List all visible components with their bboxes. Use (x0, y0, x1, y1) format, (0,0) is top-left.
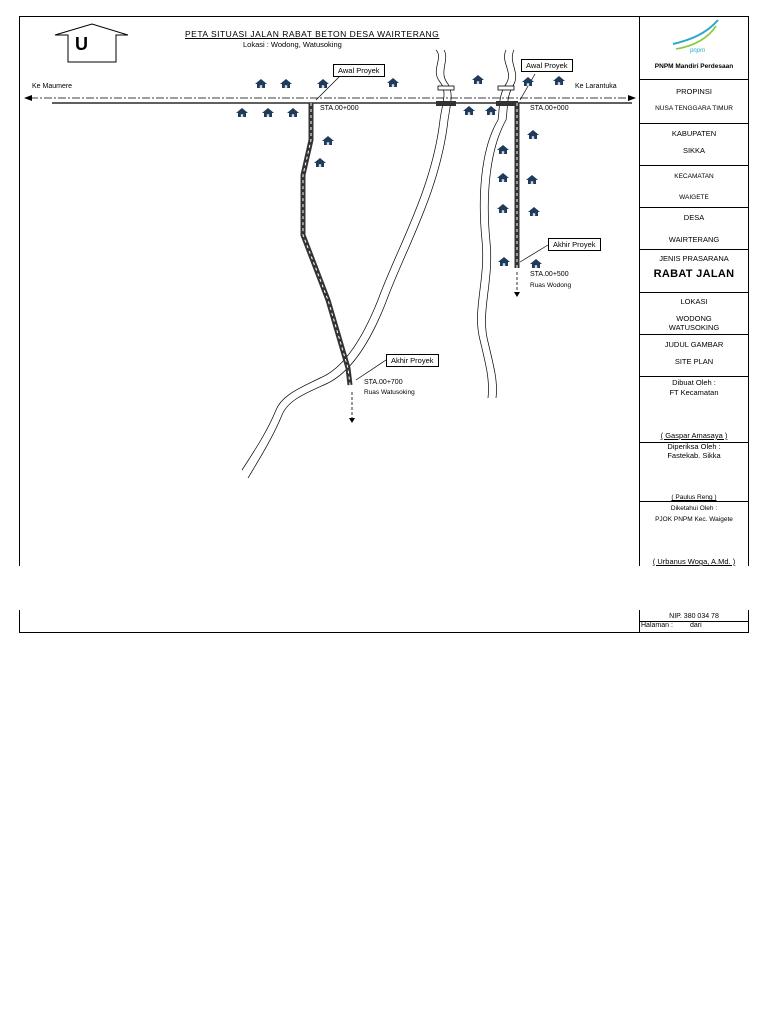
propinsi-value: NUSA TENGGARA TIMUR (655, 105, 733, 112)
jenis-value: RABAT JALAN (653, 268, 735, 280)
sta-start-2: STA.00+000 (530, 105, 569, 112)
dibuat-value: FT Kecamatan (669, 388, 719, 397)
north-label: U (75, 34, 88, 54)
start-callout-2: Awal Proyek (521, 59, 573, 72)
desa-label: DESA (683, 213, 705, 222)
dibuat-label: Dibuat Oleh : (672, 378, 716, 387)
logo-text: PNPM Mandiri Perdesaan (654, 63, 734, 70)
start-callout-1: Awal Proyek (333, 64, 385, 77)
end-callout-2: Akhir Proyek (548, 238, 601, 251)
bridge-2 (498, 86, 514, 90)
lokasi-label: LOKASI (680, 297, 708, 306)
sta-end-2: STA.00+500 (530, 271, 569, 278)
propinsi-label: PROPINSI (676, 87, 712, 96)
kabupaten-value: SIKKA (682, 146, 706, 155)
map-title: PETA SITUASI JALAN RABAT BETON DESA WAIRTERANG (185, 29, 440, 39)
kecamatan-value: WAIGETE (679, 194, 709, 201)
sta-end-2-name: Ruas Wodong (530, 282, 572, 289)
lokasi-value-1: WODONG (676, 314, 712, 323)
halaman-label: Halaman : (641, 622, 673, 629)
diketahui-name: ( Urbanus Woga, A.Md. ) (652, 557, 736, 566)
map-subtitle: Lokasi : Wodong, Watusoking (243, 40, 342, 49)
lokasi-value-2: WATUSOKING (668, 323, 720, 332)
diperiksa-label: Diperiksa Oleh : (667, 442, 721, 451)
left-destination: Ke Maumere (32, 83, 73, 90)
jenis-label: JENIS PRASARANA (659, 254, 729, 263)
arrow-left-icon (24, 95, 32, 101)
right-destination: Ke Larantuka (575, 83, 617, 90)
sta-start-1: STA.00+000 (320, 105, 359, 112)
kabupaten-label: KABUPATEN (671, 129, 717, 138)
dibuat-name: ( Gaspar Amasaya ) (660, 431, 728, 440)
diperiksa-name: ( Paulus Reng ) (671, 494, 717, 501)
bridge-1 (438, 86, 454, 90)
diketahui-label: Diketahui Oleh : (670, 505, 718, 512)
diperiksa-value: Fastekab. Sikka (667, 451, 721, 460)
nip: NIP. 380 034 78 (669, 613, 719, 620)
kecamatan-label: KECAMATAN (674, 173, 714, 180)
arrow-right-icon (628, 95, 636, 101)
judul-label: JUDUL GAMBAR (664, 340, 724, 349)
diketahui-value: PJOK PNPM Kec. Waigete (655, 516, 733, 523)
end-callout-1: Akhir Proyek (386, 354, 439, 367)
dari-label: dari (690, 622, 702, 629)
judul-value: SITE PLAN (674, 357, 714, 366)
desa-value: WAIRTERANG (668, 235, 720, 244)
sta-end-1: STA.00+700 (364, 379, 403, 386)
culvert-1 (436, 101, 456, 106)
north-arrow-icon (55, 24, 128, 62)
sta-end-1-name: Ruas Watusoking (364, 389, 415, 396)
svg-text:pnpm: pnpm (690, 48, 706, 54)
